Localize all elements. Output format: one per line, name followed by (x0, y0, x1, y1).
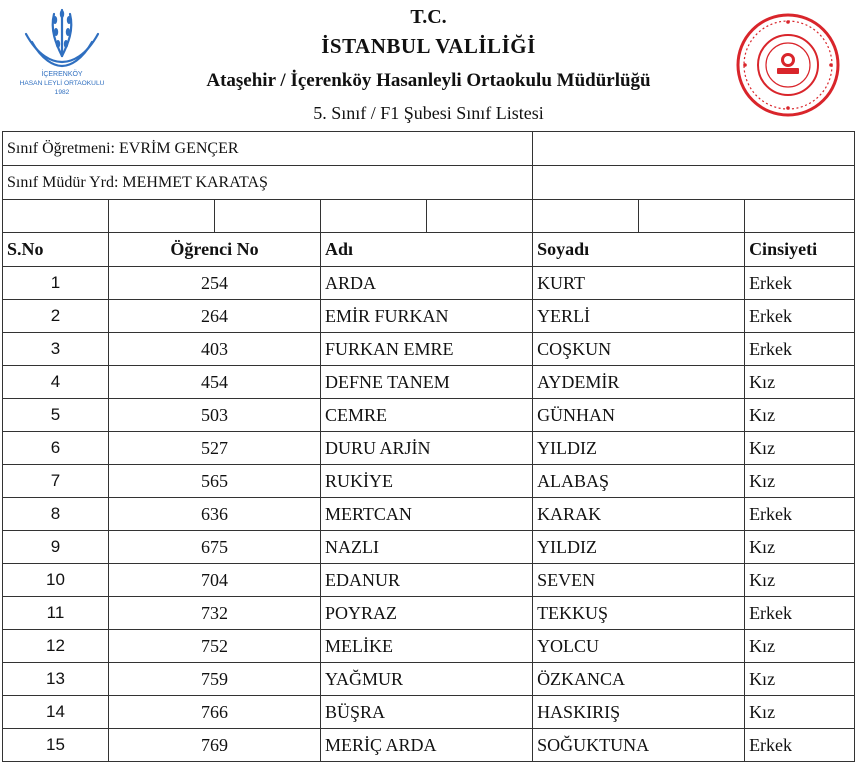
cell-student-no: 759 (109, 663, 321, 696)
cell-name: DURU ARJİN (321, 432, 533, 465)
cell-student-no: 454 (109, 366, 321, 399)
empty-cell (109, 200, 215, 233)
table-row (3, 564, 855, 597)
cell-surname: KARAK (533, 498, 745, 531)
table-row (3, 465, 855, 498)
table-row (3, 498, 855, 531)
header-line-1: T.C. (410, 6, 447, 28)
blank-row (3, 200, 855, 233)
empty-cell (639, 200, 745, 233)
cell-surname: SEVEN (533, 564, 745, 597)
cell-student-no: 769 (109, 729, 321, 762)
cell-name: YAĞMUR (321, 663, 533, 696)
cell-student-no: 636 (109, 498, 321, 531)
cell-student-no: 503 (109, 399, 321, 432)
cell-surname: YOLCU (533, 630, 745, 663)
cell-student-no: 766 (109, 696, 321, 729)
empty-cell (533, 200, 639, 233)
cell-name: MELİKE (321, 630, 533, 663)
cell-student-no: 675 (109, 531, 321, 564)
cell-gender: Kız (745, 465, 855, 498)
class-teacher: Sınıf Öğretmeni: EVRİM GENÇER (3, 132, 533, 166)
cell-student-no: 752 (109, 630, 321, 663)
header-line-4: 5. Sınıf / F1 Şubesi Sınıf Listesi (313, 103, 544, 123)
cell-student-no: 704 (109, 564, 321, 597)
table-row (3, 366, 855, 399)
cell-gender: Kız (745, 531, 855, 564)
table-row (3, 696, 855, 729)
cell-student-no: 732 (109, 597, 321, 630)
cell-sno: 5 (3, 399, 109, 432)
empty-cell (3, 200, 109, 233)
cell-name: MERTCAN (321, 498, 533, 531)
table-row (3, 267, 855, 300)
cell-sno: 1 (3, 267, 109, 300)
cell-sno: 4 (3, 366, 109, 399)
cell-surname: SOĞUKTUNA (533, 729, 745, 762)
cell-name: POYRAZ (321, 597, 533, 630)
cell-sno: 3 (3, 333, 109, 366)
table-row (3, 333, 855, 366)
class-list-table (2, 131, 855, 762)
header-line-2: İSTANBUL VALİLİĞİ (321, 34, 536, 58)
cell-surname: HASKIRIŞ (533, 696, 745, 729)
table-row (3, 399, 855, 432)
cell-gender: Kız (745, 663, 855, 696)
cell-sno: 9 (3, 531, 109, 564)
school-logo-text-1: İÇERENKÖY (41, 71, 83, 78)
school-logo-text-3: 1982 (54, 89, 70, 96)
header-sno: S.No (3, 233, 109, 267)
cell-gender: Erkek (745, 267, 855, 300)
teacher-row (3, 132, 855, 166)
table-row (3, 432, 855, 465)
document-header (0, 0, 857, 130)
table-header-row (3, 233, 855, 267)
cell-name: EMİR FURKAN (321, 300, 533, 333)
cell-name: ARDA (321, 267, 533, 300)
cell-sno: 15 (3, 729, 109, 762)
table-body (3, 267, 855, 762)
cell-student-no: 264 (109, 300, 321, 333)
cell-surname: YILDIZ (533, 432, 745, 465)
header-gender: Cinsiyeti (745, 233, 855, 267)
cell-sno: 10 (3, 564, 109, 597)
cell-name: FURKAN EMRE (321, 333, 533, 366)
cell-student-no: 565 (109, 465, 321, 498)
cell-gender: Kız (745, 630, 855, 663)
cell-name: EDANUR (321, 564, 533, 597)
empty-cell (427, 200, 533, 233)
header-surname: Soyadı (533, 233, 745, 267)
cell-surname: TEKKUŞ (533, 597, 745, 630)
cell-name: BÜŞRA (321, 696, 533, 729)
cell-surname: ALABAŞ (533, 465, 745, 498)
table-row (3, 630, 855, 663)
table-row (3, 663, 855, 696)
cell-surname: AYDEMİR (533, 366, 745, 399)
cell-sno: 12 (3, 630, 109, 663)
ministry-seal-icon (733, 10, 843, 120)
cell-name: NAZLI (321, 531, 533, 564)
empty-cell (215, 200, 321, 233)
cell-student-no: 403 (109, 333, 321, 366)
header-student-no: Öğrenci No (109, 233, 321, 267)
empty-cell (745, 200, 855, 233)
empty-cell (533, 132, 855, 166)
cell-name: MERİÇ ARDA (321, 729, 533, 762)
cell-surname: GÜNHAN (533, 399, 745, 432)
school-logo-text-2: HASAN LEYLİ ORTAOKULU (19, 80, 105, 87)
cell-student-no: 527 (109, 432, 321, 465)
cell-surname: ÖZKANCA (533, 663, 745, 696)
cell-surname: YERLİ (533, 300, 745, 333)
cell-gender: Erkek (745, 300, 855, 333)
header-line-3: Ataşehir / İçerenköy Hasanleyli Ortaokulu Müdürlüğü (206, 70, 651, 91)
cell-name: CEMRE (321, 399, 533, 432)
cell-sno: 8 (3, 498, 109, 531)
cell-sno: 2 (3, 300, 109, 333)
vice-principal: Sınıf Müdür Yrd: MEHMET KARATAŞ (3, 166, 533, 200)
cell-gender: Kız (745, 399, 855, 432)
cell-gender: Kız (745, 564, 855, 597)
table-row (3, 531, 855, 564)
table-row (3, 597, 855, 630)
cell-surname: YILDIZ (533, 531, 745, 564)
cell-gender: Kız (745, 696, 855, 729)
cell-gender: Erkek (745, 729, 855, 762)
cell-sno: 14 (3, 696, 109, 729)
table-row (3, 300, 855, 333)
cell-gender: Erkek (745, 498, 855, 531)
cell-gender: Kız (745, 432, 855, 465)
cell-sno: 11 (3, 597, 109, 630)
cell-sno: 13 (3, 663, 109, 696)
cell-gender: Erkek (745, 597, 855, 630)
cell-name: RUKİYE (321, 465, 533, 498)
header-name: Adı (321, 233, 533, 267)
empty-cell (321, 200, 427, 233)
cell-sno: 7 (3, 465, 109, 498)
cell-name: DEFNE TANEM (321, 366, 533, 399)
cell-gender: Kız (745, 366, 855, 399)
table-row (3, 729, 855, 762)
ministry-seal (733, 10, 843, 120)
cell-surname: KURT (533, 267, 745, 300)
cell-gender: Erkek (745, 333, 855, 366)
empty-cell (533, 166, 855, 200)
cell-surname: COŞKUN (533, 333, 745, 366)
cell-sno: 6 (3, 432, 109, 465)
vice-principal-row (3, 166, 855, 200)
cell-student-no: 254 (109, 267, 321, 300)
